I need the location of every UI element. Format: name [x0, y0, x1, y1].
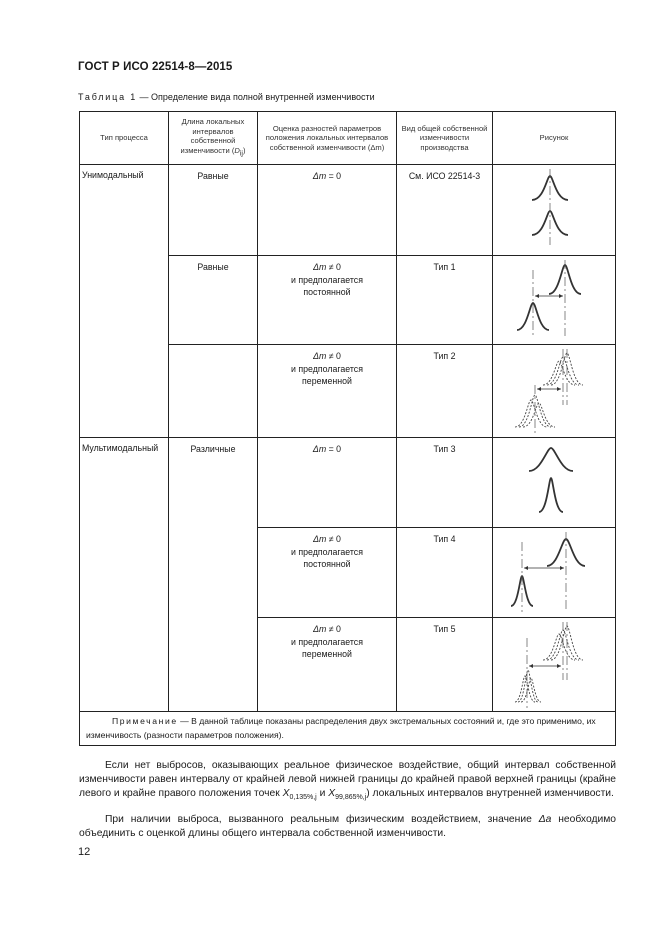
- equal-stacked-curves-figure: [493, 165, 616, 255]
- cell-estimate: Δm ≠ 0 и предполагается переменной: [258, 345, 397, 438]
- table-note: Примечание — В данной таблице показаны распределения двух экстремальных состояний и, где это применимо, их изменчивость (разности параметров положения).: [80, 712, 616, 746]
- cell-kind: См. ИСО 22514-3: [397, 165, 493, 256]
- cell-kind: Тип 3: [397, 438, 493, 528]
- table-note-row: [80, 712, 616, 746]
- cell-estimate: Δm = 0: [258, 165, 397, 256]
- table-header-row: [80, 112, 616, 165]
- cell-kind: Тип 2: [397, 345, 493, 438]
- table-row: [80, 165, 616, 256]
- table-caption-text: — Определение вида полной внутренней изменчивости: [139, 92, 375, 102]
- cell-kind: Тип 5: [397, 618, 493, 712]
- header-estimate: Оценка разностей параметров положения локальных интервалов собственной изменчивости (Δm): [258, 112, 397, 165]
- header-local-length: Длина локальных интервалов собственной изменчивости $(D_{ij})$: [169, 112, 258, 165]
- header-figure: Рисунок: [493, 112, 616, 165]
- cell-figure: [493, 438, 616, 528]
- different-width-variable-curves-figure: [493, 618, 616, 711]
- cell-estimate: Δm ≠ 0 и предполагается постоянной: [258, 528, 397, 618]
- cell-figure: [493, 618, 616, 712]
- standard-header: ГОСТ Р ИСО 22514-8—2015: [78, 61, 233, 73]
- variability-table: [79, 111, 616, 746]
- table-caption: [78, 92, 375, 102]
- table-caption-label: Таблица 1: [78, 92, 137, 102]
- cell-estimate: Δm ≠ 0 и предполагается переменной: [258, 618, 397, 712]
- cell-figure: [493, 256, 616, 345]
- cell-length: Равные: [169, 256, 258, 345]
- paragraph-outlier-present: При наличии выброса, вызванного реальным физическим воздействием, значение Δa необходимо объединить с оценкой длины общего интервала собственной изменчивости.: [79, 814, 617, 839]
- variable-shift-curves-figure: [493, 345, 616, 437]
- cell-estimate: Δm = 0: [258, 438, 397, 528]
- cell-process-type: Унимодальный: [80, 165, 169, 438]
- header-process-type: Тип процесса: [80, 112, 169, 165]
- constant-shift-curves-figure: [493, 256, 616, 344]
- cell-length: [169, 345, 258, 438]
- cell-kind: Тип 1: [397, 256, 493, 345]
- cell-figure: [493, 528, 616, 618]
- cell-figure: [493, 165, 616, 256]
- cell-estimate: Δm ≠ 0 и предполагается постоянной: [258, 256, 397, 345]
- table-row: [80, 438, 616, 528]
- header-kind: Вид общей собственной изменчивости производства: [397, 112, 493, 165]
- paragraph-outliers-absent: Если нет выбросов, оказывающих реальное физическое воздействие, общий интервал собственной изменчивости равен интервалу от крайней левой нижней границы до крайней правой верхней границы (крайне левого и крайне правого положения точек $X_{0,135\%,j}$ и $X_{99,865\%,j}$) локальных интервалов внутренней изменчивости.: [79, 760, 616, 801]
- cell-kind: Тип 4: [397, 528, 493, 618]
- different-width-shift-curves-figure: [493, 528, 616, 617]
- cell-figure: [493, 345, 616, 438]
- different-width-curves-figure: [493, 438, 616, 527]
- cell-process-type: Мультимодальный: [80, 438, 169, 712]
- page-number: 12: [78, 846, 91, 858]
- cell-length: Различные: [169, 438, 258, 712]
- cell-length: Равные: [169, 165, 258, 256]
